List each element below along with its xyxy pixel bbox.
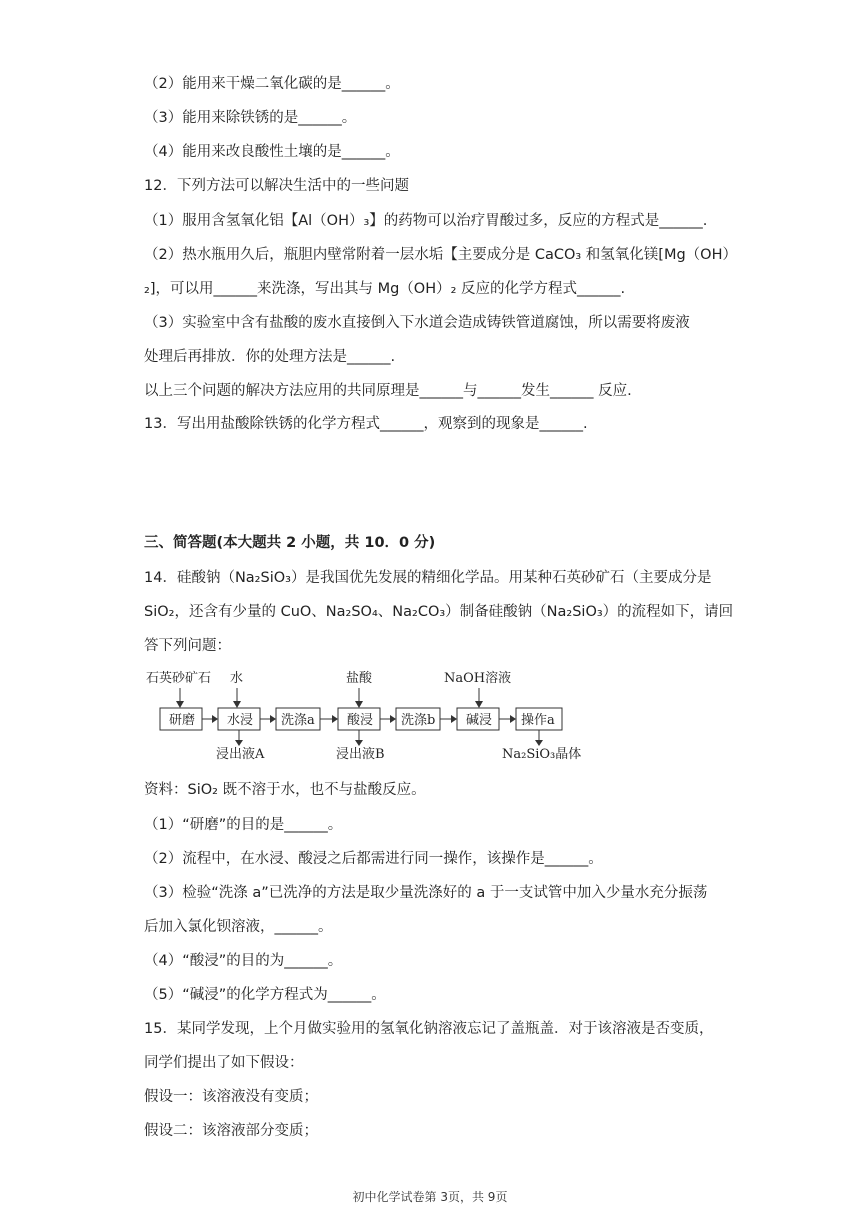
flow-box-label: 水浸 [227, 713, 254, 728]
q12-part2-cont: ₂]，可以用______来洗涤，写出其与 Mg（OH）₂ 反应的化学方程式______. [144, 281, 626, 297]
flow-output-b: 浸出液B [336, 747, 385, 760]
q12-summary: 以上三个问题的解决方法应用的共同原理是______与______发生______ 反应. [144, 383, 632, 399]
q14-part3-cont: 后加入氯化钡溶液，______。 [144, 919, 333, 935]
q14-stem-cont: SiO₂，还含有少量的 CuO、Na₂SO₄、Na₂CO₃）制备硅酸钠（Na₂SiO₃）的流程如下，请回 [144, 604, 734, 620]
flow-box-label: 研磨 [169, 713, 196, 728]
flow-box-label: 洗涤a [281, 713, 315, 728]
page-footer: 初中化学试卷第 3页，共 9页 [352, 1190, 508, 1204]
q12-part2: （2）热水瓶用久后，瓶胆内壁常附着一层水垢【主要成分是 CaCO₃ 和氢氧化镁[Mg（OH） [144, 247, 737, 263]
q11-part4: （4）能用来改良酸性土壤的是______。 [144, 144, 400, 160]
q12-stem: 12．下列方法可以解决生活中的一些问题 [144, 178, 409, 194]
flow-input-water: 水 [230, 671, 244, 686]
q15-hypothesis-2: 假设二：该溶液部分变质； [144, 1123, 318, 1139]
q11-part3: （3）能用来除铁锈的是______。 [144, 110, 357, 126]
q14-stem-cont2: 答下列问题： [144, 638, 231, 654]
q12-part3-cont: 处理后再排放．你的处理方法是______. [144, 349, 396, 365]
q15-hypothesis-1: 假设一：该溶液没有变质； [144, 1089, 318, 1105]
flow-box-label: 洗涤b [401, 713, 436, 728]
q14-note: 资料：SiO₂ 既不溶于水，也不与盐酸反应。 [144, 782, 426, 798]
q14-part5: （5）“碱浸”的化学方程式为______。 [144, 987, 386, 1003]
flow-input-ore: 石英砂矿石 [146, 671, 212, 686]
flow-box-label: 操作a [521, 713, 555, 728]
q15-stem-cont: 同学们提出了如下假设： [144, 1055, 304, 1071]
flow-input-naoh: NaOH溶液 [444, 671, 512, 686]
flow-output-a: 浸出液A [216, 747, 265, 760]
flow-box-label: 碱浸 [466, 713, 493, 728]
q12-part3: （3）实验室中含有盐酸的废水直接倒入下水道会造成铸铁管道腐蚀，所以需要将废液 [144, 315, 690, 331]
q14-part3: （3）检验“洗涤 a”已洗净的方法是取少量洗涤好的 a 于一支试管中加入少量水充分振荡 [144, 885, 708, 901]
flow-input-hcl: 盐酸 [346, 671, 373, 686]
q15-stem: 15．某同学发现，上个月做实验用的氢氧化钠溶液忘记了盖瓶盖．对于该溶液是否变质， [144, 1021, 714, 1037]
q12-part1: （1）服用含氢氧化铝【Al（OH）₃】的药物可以治疗胃酸过多，反应的方程式是______. [144, 213, 708, 229]
q14-part2: （2）流程中，在水浸、酸浸之后都需进行同一操作，该操作是______。 [144, 851, 603, 867]
q11-part2: （2）能用来干燥二氧化碳的是______。 [144, 76, 400, 92]
q14-part1: （1）“研磨”的目的是______。 [144, 817, 343, 833]
q13-stem: 13．写出用盐酸除铁锈的化学方程式______，观察到的现象是______. [144, 416, 588, 432]
process-flowchart [144, 668, 584, 760]
q14-stem: 14．硅酸钠（Na₂SiO₃）是我国优先发展的精细化学品。用某种石英砂矿石（主要成分是 [144, 570, 712, 586]
flow-box-label: 酸浸 [347, 713, 374, 728]
flow-output-product: Na₂SiO₃晶体 [502, 747, 582, 760]
q14-part4: （4）“酸浸”的目的为______。 [144, 953, 343, 969]
section-heading: 三、简答题(本大题共 2 小题，共 10．0 分) [144, 535, 436, 551]
